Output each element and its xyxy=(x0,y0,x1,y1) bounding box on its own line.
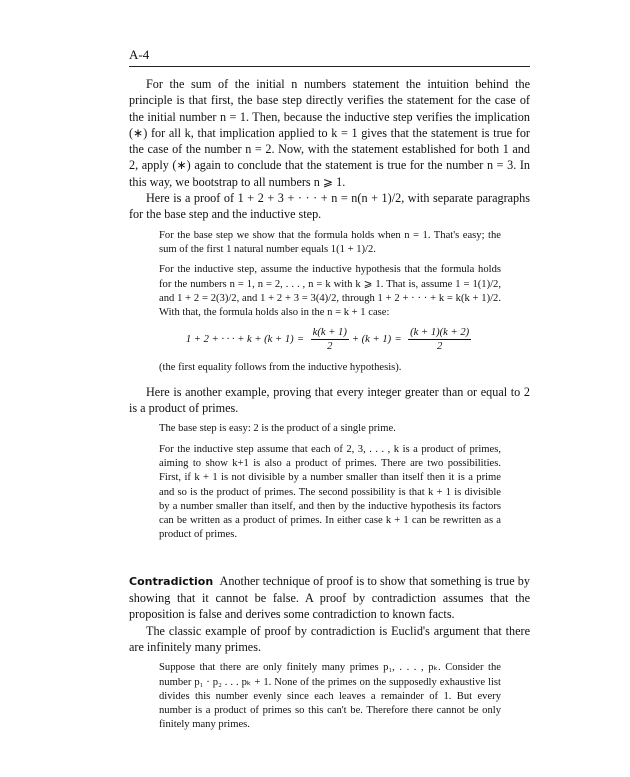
display-equation xyxy=(159,326,501,353)
proof-note: (the first equality follows from the inductive hypothesis). xyxy=(159,362,402,374)
equation-plus-term: + (k + 1) xyxy=(351,334,392,346)
proof-product-of-primes xyxy=(159,422,501,542)
fraction-2-denominator: 2 xyxy=(437,341,443,353)
fraction-1 xyxy=(311,326,349,353)
contradiction-paragraph-1 xyxy=(129,573,530,623)
page-body xyxy=(129,76,530,741)
fraction-2-numerator: (k + 1)(k + 2) xyxy=(410,327,470,339)
contradiction-heading: Contradiction xyxy=(129,574,214,588)
intro-paragraph-2: Here is a proof of 1 + 2 + 3 + · · · + n = n(n + 1)/2, with separate paragraphs for the base step and the inductive step. xyxy=(129,191,530,222)
intro-paragraph-1: For the sum of the initial n numbers statement the intuition behind the principle is that first, the base step directly verifies the statement for the case of the initial number n = 1. Then, because the inductive step verifies the implication (∗) for all k, that implication applied to k = 1 gives that the statement is true for the case of the number n = 2. Now, with the statement established for both 1 and 2, apply (∗) again to conclude that the statement is true for the number n = 3. In this way, we bootstrap to all numbers n ⩾ 1. xyxy=(129,77,530,189)
fraction-1-denominator: 2 xyxy=(327,341,333,353)
equation-equals-1: = xyxy=(297,334,304,346)
fraction-1-numerator: k(k + 1) xyxy=(312,327,347,339)
proof-sum-formula xyxy=(159,229,501,376)
contradiction-paragraph-1-text: Another technique of proof is to show that something is true by showing that it cannot be false. A proof by contradiction assumes that the proposition is false and derives some contradiction to known facts. xyxy=(129,573,530,622)
page-header xyxy=(129,44,530,67)
proof-infinite-primes xyxy=(159,661,501,732)
example2-inductive-step: For the inductive step assume that each of 2, 3, . . . , k is a product of primes, aiming to show k+1 is also a product of primes. There are two possibilities. First, if k + 1 is not divisible by a number smaller than itself then it is a prime and so is the product of primes. The second possibility is that k + 1 is divisible by a number smaller than itself, and then by the inductive hypothesis its factors can be written as a product of primes. In either case k + 1 can be rewritten as a product of primes. xyxy=(159,443,501,541)
page-number: A-4 xyxy=(129,47,150,62)
example2-base-step: The base step is easy: 2 is the product of a single prime. xyxy=(159,423,396,435)
equation-lhs: 1 + 2 + · · · + k + (k + 1) xyxy=(185,334,294,346)
example2-intro: Here is another example, proving that every integer greater than or equal to 2 is a product of primes. xyxy=(129,384,530,416)
equation-equals-2: = xyxy=(395,334,402,346)
contradiction-paragraph-2: The classic example of proof by contradiction is Euclid's argument that there are infinitely many primes. xyxy=(129,623,530,654)
proof-base-step: For the base step we show that the formula holds when n = 1. That's easy; the sum of the first 1 natural number equals 1(1 + 1)/2. xyxy=(159,229,501,255)
proof-inductive-step: For the inductive step, assume the inductive hypothesis that the formula holds for the numbers n = 1, n = 2, . . . , n = k with k ⩾ 1. That is, assume 1 = 1(1)/2, and 1 + 2 = 2(3)/2, and 1 + 2 + 3 = 3(4)/2, through 1 + 2 + · · · + k = k(k + 1)/2. With that, the formula holds also in the n = k + 1 case: xyxy=(159,264,501,319)
euclid-proof: Suppose that there are only finitely many primes p₁, . . . , pₖ. Consider the number p₁ · p₂ . . . pₖ + 1. None of the primes on the supposedly exhaustive list divides this number evenly since each leaves a remainder of 1. But every number is a product of primes so this can't be. Therefore there cannot be only finitely many primes. xyxy=(159,662,501,731)
fraction-2 xyxy=(408,326,471,353)
